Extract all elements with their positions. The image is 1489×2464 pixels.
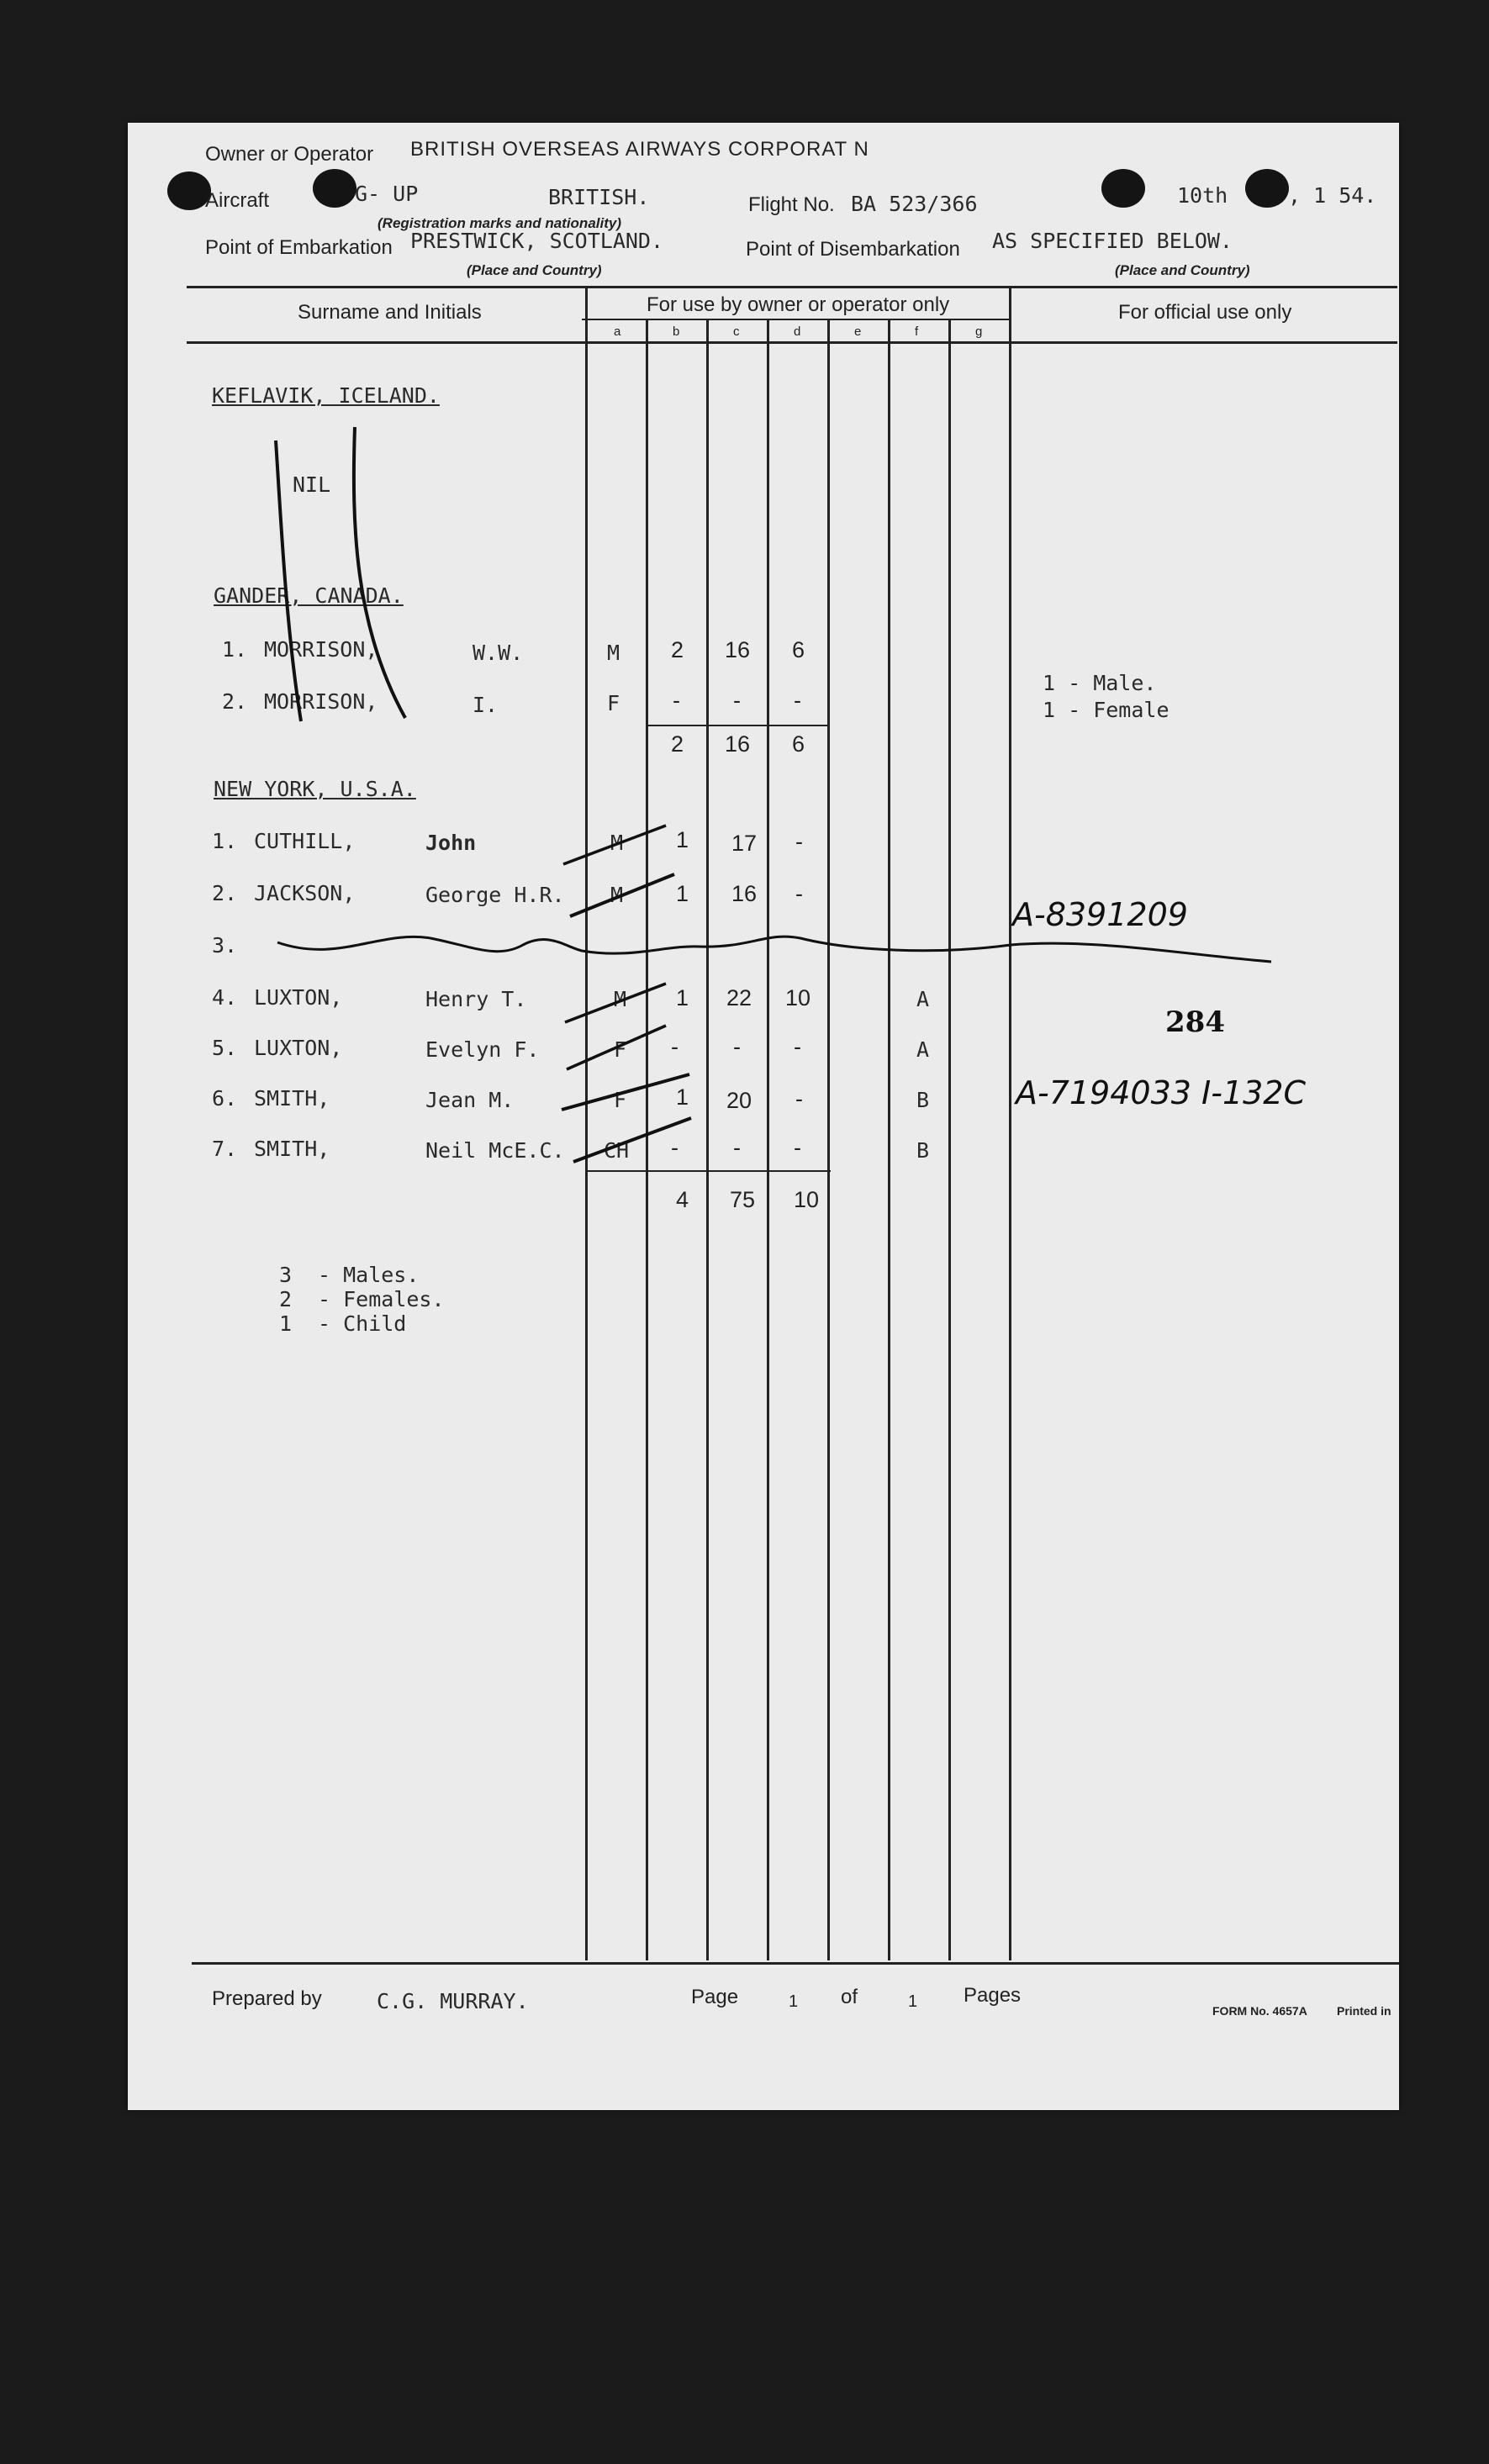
gander-row-1-surname: MORRISON,: [264, 637, 378, 662]
gander-row-1-d: 6: [792, 637, 805, 662]
owner-label: Owner or Operator: [205, 143, 374, 166]
col-letter-g: g: [975, 324, 983, 339]
gander-row-1-initials: W.W.: [473, 641, 524, 665]
summary-males-count: 3: [279, 1263, 293, 1287]
newyork-row-4-c: 22: [726, 985, 752, 1010]
newyork-row-5-num: 5.: [212, 1036, 238, 1060]
gander-total-b: 2: [671, 731, 684, 757]
col-letter-d: d: [794, 324, 801, 339]
newyork-row-6-num: 6.: [212, 1086, 238, 1111]
newyork-row-7-d: -: [794, 1135, 801, 1160]
newyork-row-6-c: 20: [726, 1088, 752, 1113]
gander-total-d: 6: [792, 731, 805, 757]
summary-child-count: 1: [279, 1311, 293, 1336]
newyork-total-b: 4: [676, 1187, 689, 1212]
newyork-row-2-b: 1: [676, 881, 689, 906]
newyork-row-6-d: -: [795, 1086, 803, 1111]
newyork-total-d: 10: [794, 1187, 820, 1212]
official-note-2: 284: [1165, 1005, 1225, 1039]
strike-through-row-3: [277, 937, 1271, 962]
newyork-row-7-c: -: [733, 1135, 741, 1160]
column-divider: [585, 288, 588, 1960]
newyork-row-6-initials: Jean M.: [425, 1088, 515, 1112]
gander-row-1-b: 2: [671, 637, 684, 662]
gander-row-2-surname: MORRISON,: [264, 689, 378, 714]
page-label: Page: [691, 1986, 739, 2008]
gander-row-2-num: 2.: [222, 689, 248, 714]
newyork-row-1-num: 1.: [212, 829, 238, 853]
column-divider: [1009, 288, 1011, 1960]
newyork-total-c: 75: [730, 1187, 756, 1212]
gander-row-2-c: -: [733, 688, 741, 713]
gander-total-c: 16: [725, 731, 751, 757]
newyork-row-1-d: -: [795, 829, 803, 854]
punch-hole: [1101, 169, 1145, 208]
section-keflavik-title: KEFLAVIK, ICELAND.: [212, 383, 440, 408]
punch-hole: [313, 169, 356, 208]
column-divider: [646, 319, 648, 1960]
newyork-row-6-b: 1: [676, 1084, 689, 1110]
prepared-by-value: C.G. MURRAY.: [377, 1989, 529, 2013]
of-label: of: [841, 1986, 858, 2008]
newyork-row-1-a: M: [610, 831, 624, 855]
newyork-row-5-f: A: [916, 1037, 930, 1062]
newyork-row-4-b: 1: [676, 985, 689, 1010]
gander-row-2-a: F: [607, 691, 620, 715]
col-letter-f: f: [915, 324, 919, 339]
column-divider: [827, 319, 830, 1960]
pen-marks: [128, 123, 1399, 2110]
newyork-row-4-initials: Henry T.: [425, 987, 527, 1011]
newyork-row-4-d: 10: [785, 985, 811, 1010]
col-letter-e: e: [854, 324, 862, 339]
flight-label: Flight No.: [748, 193, 835, 216]
section-gander-title: GANDER, CANADA.: [214, 583, 404, 608]
newyork-row-1-initials: John: [425, 831, 477, 855]
pages-label: Pages: [964, 1984, 1022, 2007]
disembark-sublabel: (Place and Country): [1115, 262, 1250, 278]
summary-child-label: - Child: [318, 1311, 407, 1336]
gander-total-rule: [646, 725, 827, 726]
header-rule-top: [187, 286, 1397, 288]
prepared-by-label: Prepared by: [212, 1987, 322, 2010]
column-divider: [888, 319, 890, 1960]
aircraft-registration: G- UP: [355, 182, 419, 206]
newyork-row-5-b: -: [671, 1034, 678, 1059]
gander-row-2-initials: I.: [473, 693, 499, 717]
newyork-row-4-num: 4.: [212, 985, 238, 1010]
newyork-row-2-num: 2.: [212, 881, 238, 905]
newyork-row-7-surname: SMITH,: [254, 1137, 330, 1161]
embark-value: PRESTWICK, SCOTLAND.: [410, 229, 664, 253]
newyork-row-3-num: 3.: [212, 933, 238, 958]
keflavik-nil: NIL: [293, 472, 331, 497]
embark-label: Point of Embarkation: [205, 236, 393, 259]
newyork-row-7-b: -: [671, 1135, 678, 1160]
surname-header: Surname and Initials: [298, 301, 482, 324]
embark-sublabel: (Place and Country): [467, 262, 602, 278]
newyork-row-1-b: 1: [676, 827, 689, 852]
newyork-row-2-d: -: [795, 881, 803, 906]
col-letter-a: a: [614, 324, 621, 339]
summary-females-count: 2: [279, 1287, 293, 1311]
aircraft-label: Aircraft: [205, 189, 270, 212]
of-value: 1: [908, 1992, 918, 2011]
newyork-row-6-f: B: [916, 1088, 930, 1112]
official-note-1: A-8391209: [1012, 896, 1188, 933]
nil-pen-stroke: [354, 427, 405, 718]
newyork-row-2-c: 16: [731, 881, 758, 906]
column-divider: [706, 319, 709, 1960]
newyork-row-2-initials: George H.R.: [425, 883, 565, 907]
owner-value: BRITISH OVERSEAS AIRWAYS CORPORAT N: [410, 138, 869, 161]
newyork-row-6-a: F: [614, 1088, 627, 1112]
date-day: 10th: [1177, 183, 1228, 208]
newyork-row-2-surname: JACKSON,: [254, 881, 356, 905]
owner-use-header: For use by owner or operator only: [647, 293, 950, 316]
printed-in: Printed in: [1337, 2004, 1391, 2018]
column-divider: [767, 319, 769, 1960]
aircraft-nationality: BRITISH.: [548, 185, 650, 209]
newyork-row-4-a: M: [614, 987, 627, 1011]
summary-females-label: - Females.: [318, 1287, 445, 1311]
col-letter-c: c: [733, 324, 740, 339]
newyork-row-7-f: B: [916, 1138, 930, 1163]
newyork-row-4-f: A: [916, 987, 930, 1011]
newyork-row-5-surname: LUXTON,: [254, 1036, 343, 1060]
column-divider: [948, 319, 951, 1960]
gander-row-2-b: -: [673, 688, 680, 713]
gander-row-1-a: M: [607, 641, 620, 665]
col-letter-b: b: [673, 324, 680, 339]
gander-row-1-c: 16: [725, 637, 751, 662]
aircraft-sublabel: (Registration marks and nationality): [378, 215, 621, 231]
manifest-sheet: [128, 123, 1399, 2110]
newyork-row-1-c: 17: [731, 831, 758, 856]
gander-row-1-num: 1.: [222, 637, 248, 662]
disembark-value: AS SPECIFIED BELOW.: [992, 229, 1233, 253]
section-newyork-title: NEW YORK, U.S.A.: [214, 777, 416, 801]
newyork-row-5-d: -: [794, 1034, 801, 1059]
footer-rule: [192, 1962, 1399, 1965]
gander-official-female: 1 - Female: [1043, 698, 1170, 722]
newyork-row-6-surname: SMITH,: [254, 1086, 330, 1111]
date-year: , 1 54.: [1288, 183, 1377, 208]
flight-number: BA 523/366: [851, 192, 978, 216]
gander-row-2-d: -: [794, 688, 801, 713]
gander-official-male: 1 - Male.: [1043, 671, 1157, 695]
form-number: FORM No. 4657A: [1212, 2004, 1307, 2018]
newyork-row-4-surname: LUXTON,: [254, 985, 343, 1010]
newyork-row-5-c: -: [733, 1034, 741, 1059]
newyork-row-7-initials: Neil McE.C.: [425, 1138, 565, 1163]
newyork-total-rule: [587, 1170, 831, 1172]
official-use-header: For official use only: [1118, 301, 1292, 324]
newyork-row-1-surname: CUTHILL,: [254, 829, 356, 853]
summary-males-label: - Males.: [318, 1263, 420, 1287]
header-rule-bottom: [187, 341, 1397, 344]
punch-hole: [1245, 169, 1289, 208]
newyork-row-7-a: CH: [604, 1138, 630, 1163]
page-value: 1: [789, 1992, 799, 2011]
newyork-row-5-initials: Evelyn F.: [425, 1037, 540, 1062]
newyork-row-2-a: M: [610, 883, 624, 907]
newyork-row-5-a: F: [614, 1037, 627, 1062]
newyork-row-7-num: 7.: [212, 1137, 238, 1161]
official-note-3: A-7194033 I-132C: [1016, 1074, 1307, 1111]
disembark-label: Point of Disembarkation: [746, 238, 960, 261]
